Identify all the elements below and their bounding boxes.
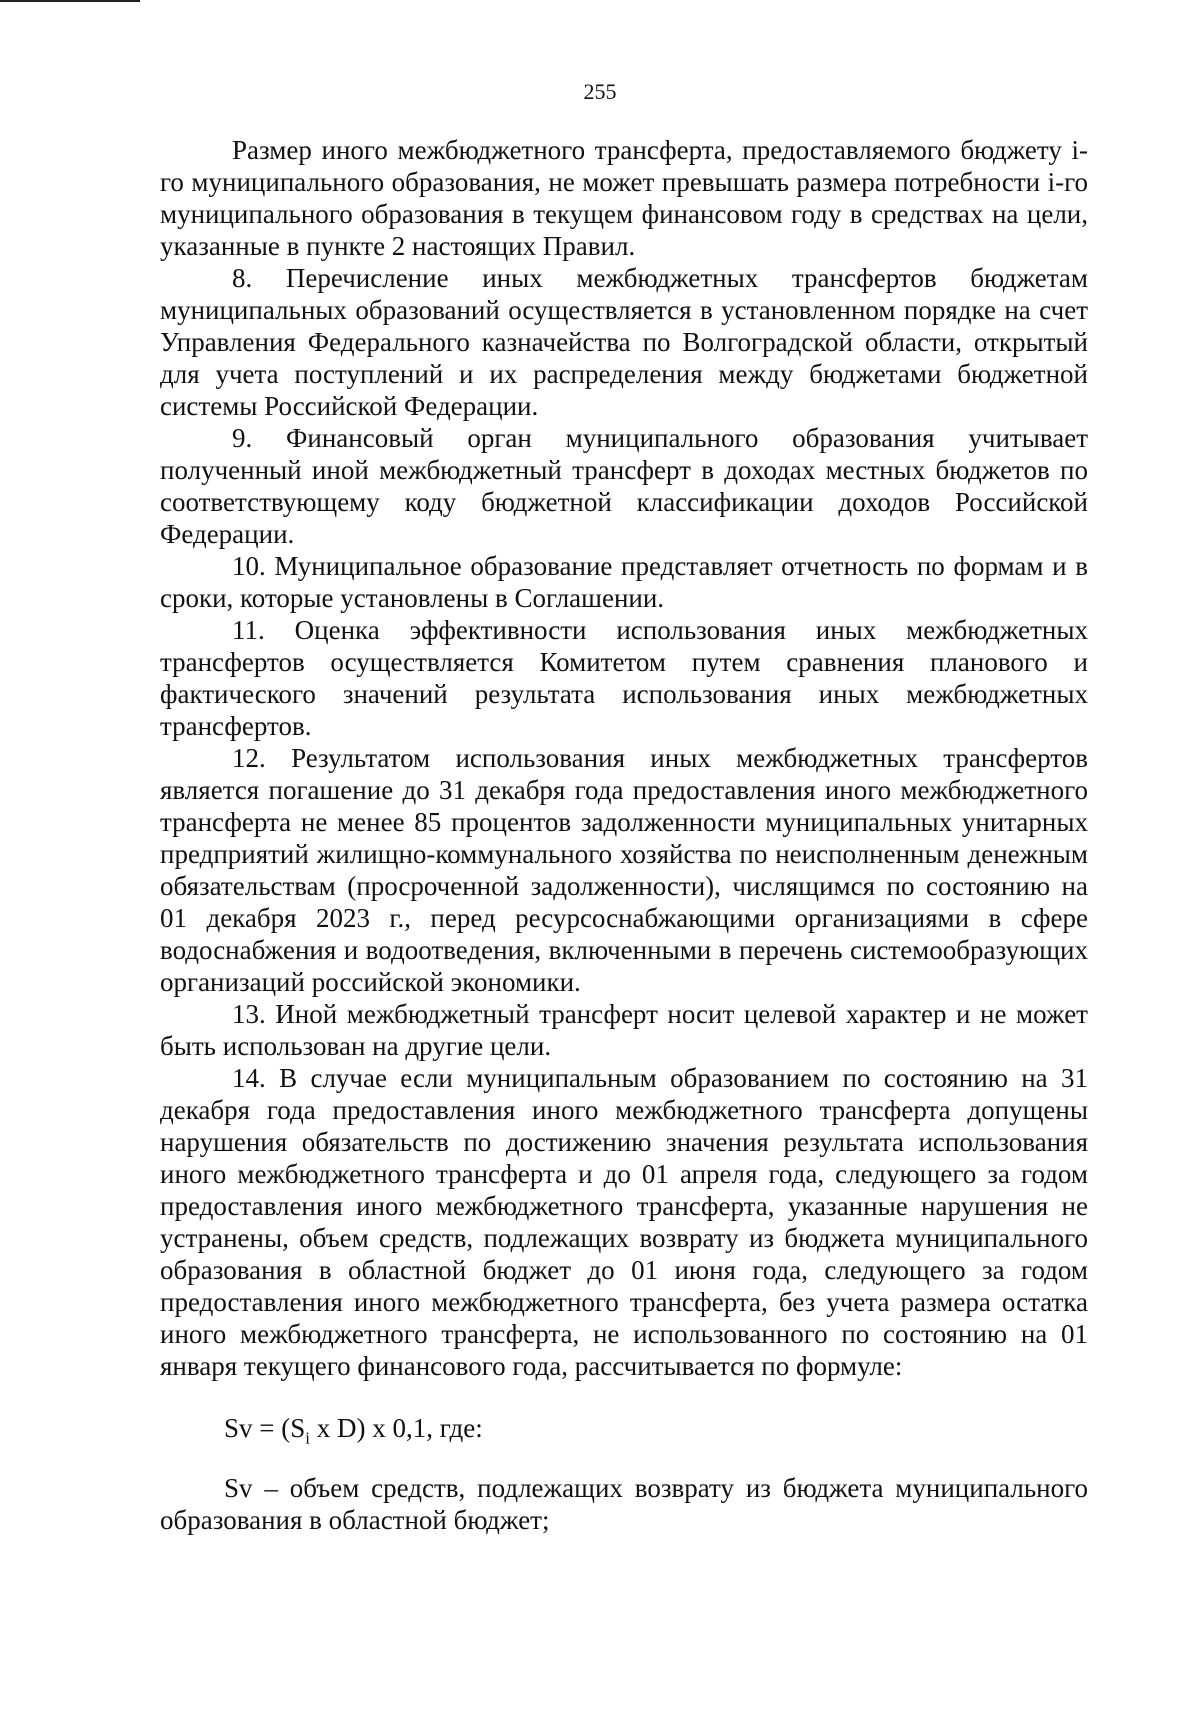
paragraph-14: 14. В случае если муниципальным образованием по состоянию на 31 декабря года предоставления иного межбюджетного трансферта допущены нарушения обязательств по достижению значения результата использования иного межбюджетного трансферта и до 01 апреля года, следующего за годом предоставления иного межбюджетного трансферта, указанные нарушения не устранены, объем средств, подлежащих возврату из бюджета муниципального образования в областной бюджет до 01 июня года, следующего за годом предоставления иного межбюджетного трансферта, без учета размера остатка иного межбюджетного трансферта, не использованного по состоянию на 01 января текущего финансового года, рассчитывается по формуле: bbox=[160, 1063, 1088, 1381]
scan-edge-mark bbox=[0, 0, 140, 2]
paragraph-11: 11. Оценка эффективности использования иных межбюджетных трансфертов осуществляется Комитетом путем сравнения планового и фактического значений результата использования иных межбюджетных трансфертов. bbox=[160, 615, 1088, 741]
paragraph-10: 10. Муниципальное образование представляет отчетность по формам и в сроки, которые установлены в Соглашении. bbox=[160, 551, 1088, 613]
page-number: 255 bbox=[583, 79, 617, 104]
paragraph-transfer-size: Размер иного межбюджетного трансферта, предоставляемого бюджету i-го муниципального образования, не может превышать размера потребности i-го муниципального образования в текущем финансовом году в средствах на цели, указанные в пункте 2 настоящих Правил. bbox=[160, 135, 1088, 261]
formula bbox=[160, 1412, 1088, 1448]
document-body bbox=[160, 134, 1088, 1536]
paragraph-8: 8. Перечисление иных межбюджетных трансфертов бюджетам муниципальных образований осуществляется в установленном порядке на счет Управления Федерального казначейства по Волгоградской области, открытый для учета поступлений и их распределения между бюджетами бюджетной системы Российской Федерации. bbox=[160, 263, 1088, 421]
formula-subscript: i bbox=[305, 1428, 310, 1448]
paragraph-12: 12. Результатом использования иных межбюджетных трансфертов является погашение до 31 декабря года предоставления иного межбюджетного трансферта не менее 85 процентов задолженности муниципальных унитарных предприятий жилищно-коммунального хозяйства по неисполненным денежным обязательствам (просроченной задолженности), числящимся по состоянию на 01 декабря 2023 г., перед ресурсоснабжающими организациями в сфере водоснабжения и водоотведения, включенными в перечень системообразующих организаций российской экономики. bbox=[160, 743, 1088, 997]
formula-left: Sv = (S bbox=[224, 1413, 306, 1443]
paragraph-9: 9. Финансовый орган муниципального образования учитывает полученный иной межбюджетный трансферт в доходах местных бюджетов по соответствующему коду бюджетной классификации доходов Российской Федерации. bbox=[160, 423, 1088, 549]
formula-right: x D) x 0,1, где: bbox=[310, 1413, 483, 1443]
formula-definition-sv: Sv – объем средств, подлежащих возврату из бюджета муниципального образования в областной бюджет; bbox=[160, 1473, 1088, 1535]
paragraph-13: 13. Иной межбюджетный трансферт носит целевой характер и не может быть использован на другие цели. bbox=[160, 999, 1088, 1061]
